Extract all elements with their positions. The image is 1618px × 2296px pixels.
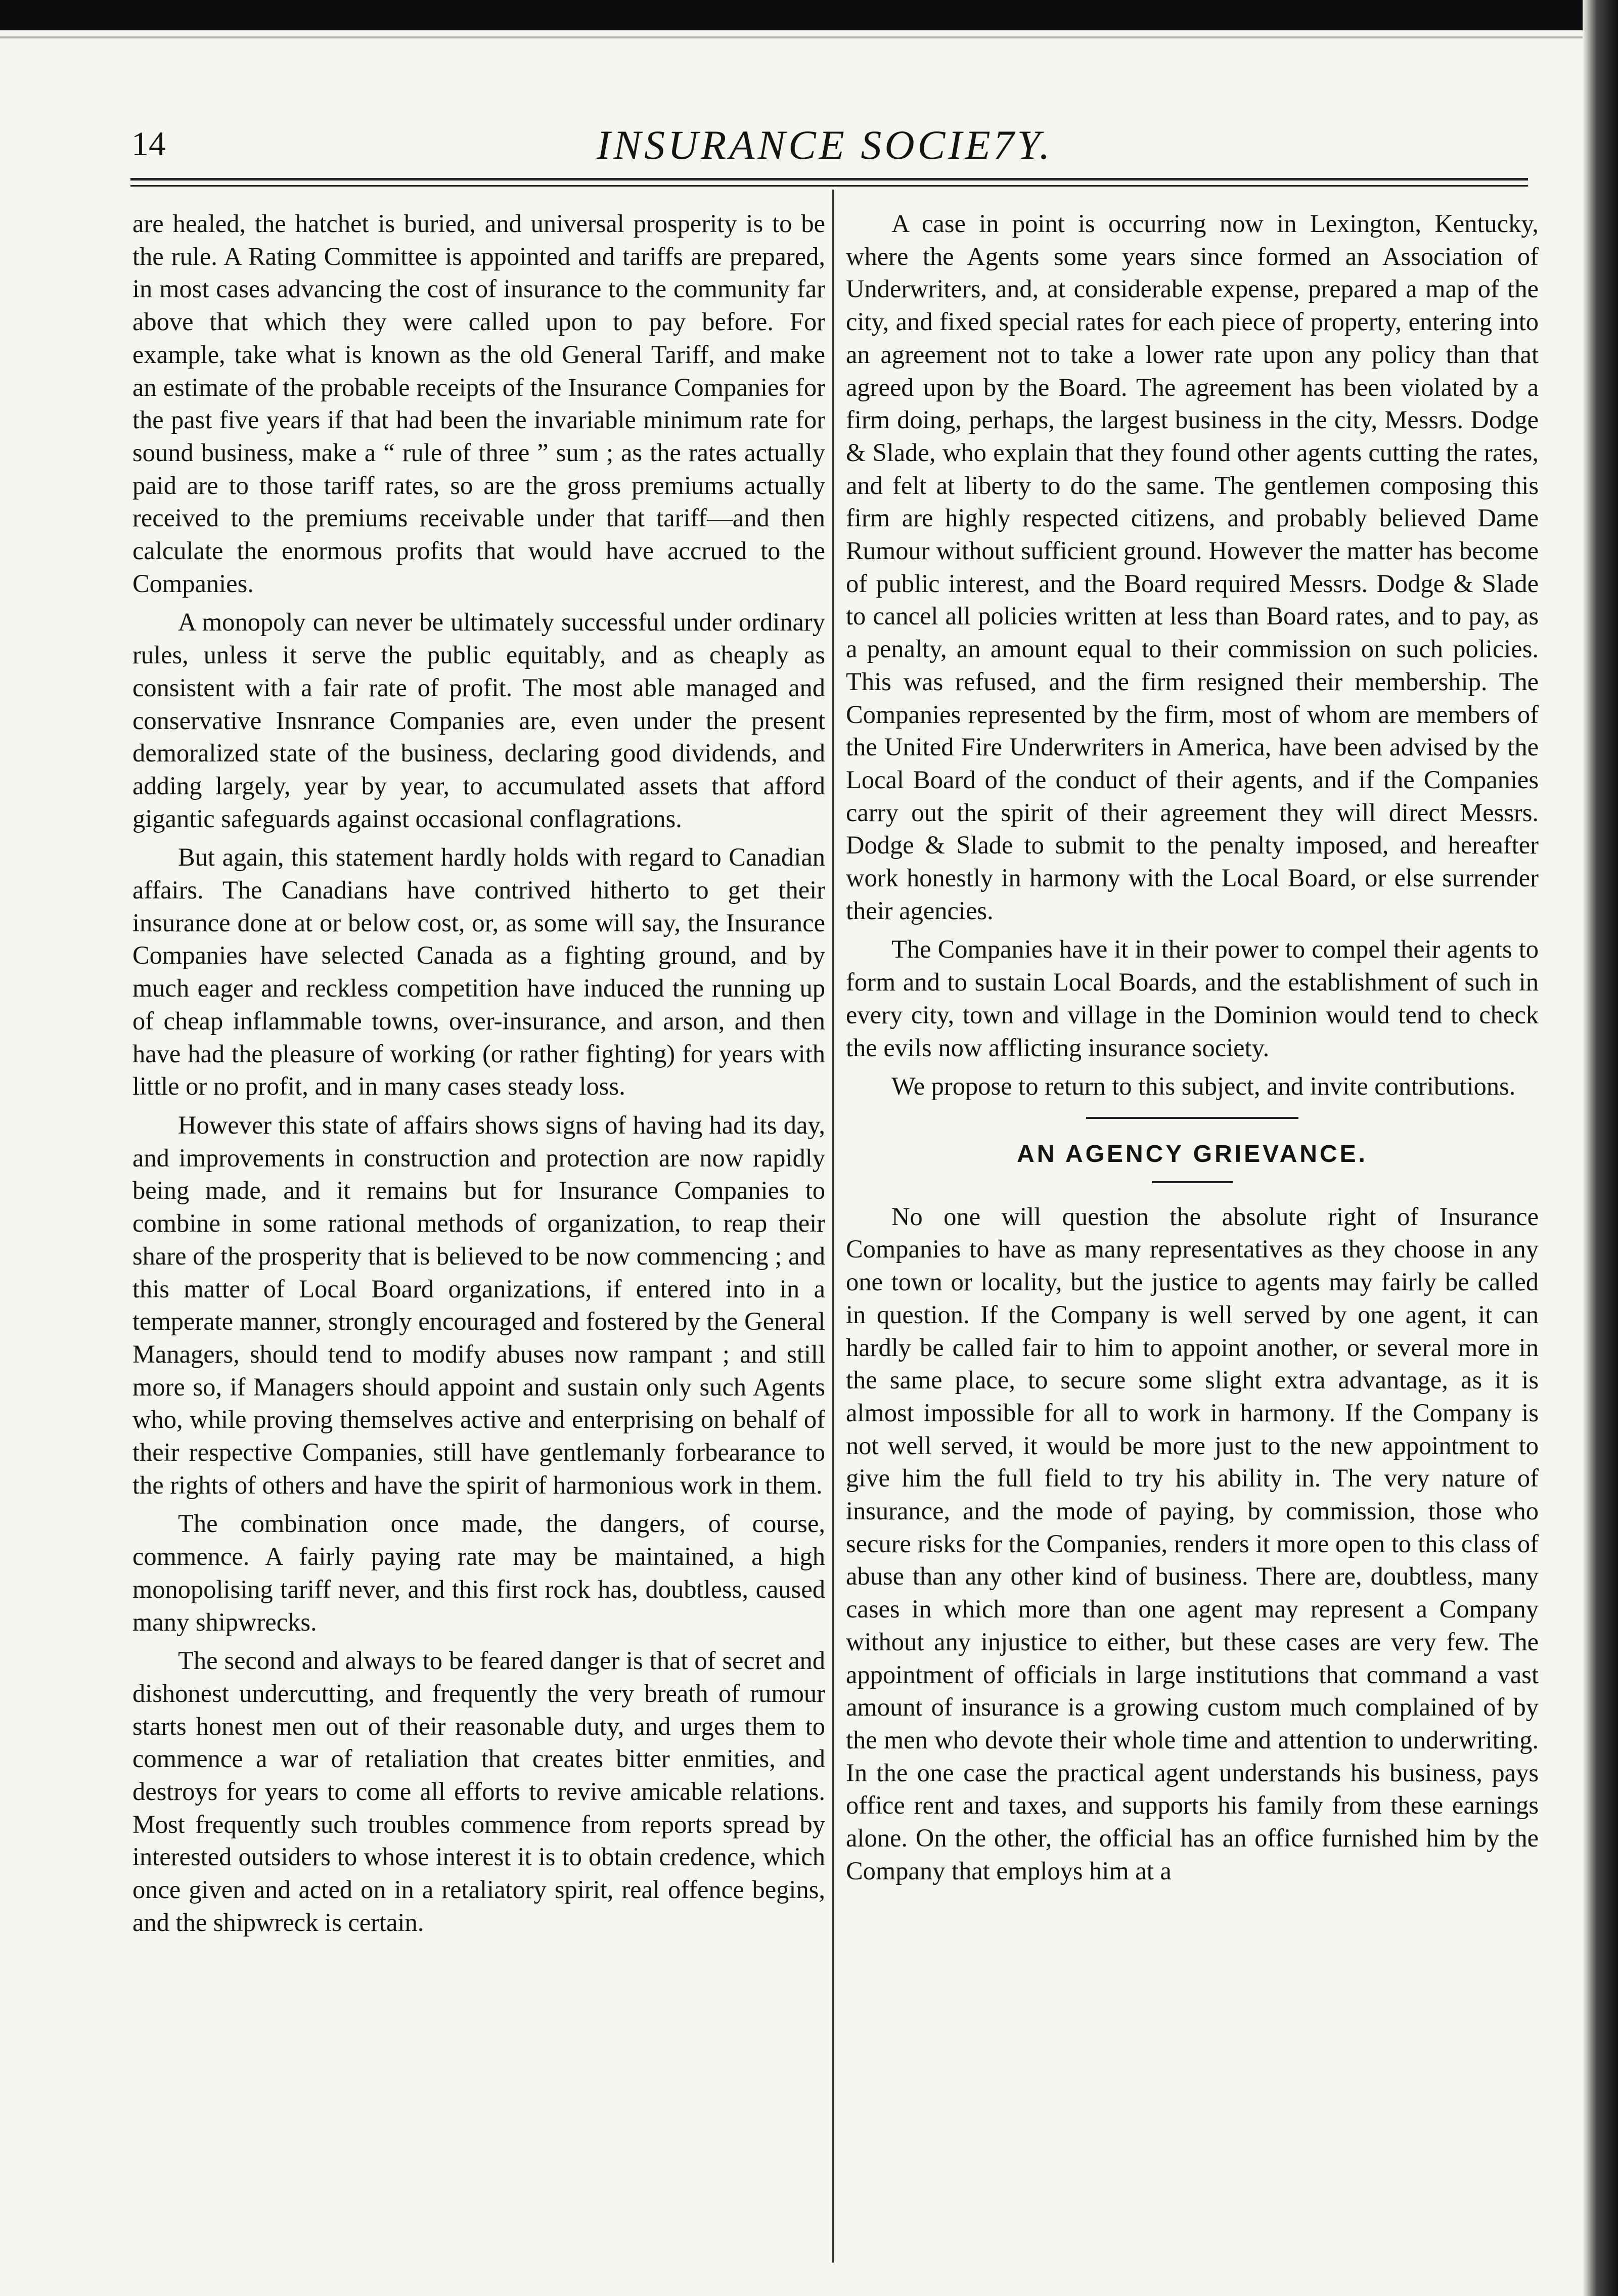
right-column	[846, 207, 1539, 1893]
paragraph: However this state of affairs shows signs of having had its day, and improvements in construction and protection are now rapidly being made, and it remains but for Insurance Companies to combine in some rational methods of organization, to reap their share of the prosperity that is believed to be now commencing ; and this matter of Local Board organizations, if entered into in a temperate manner, strongly encouraged and fostered by the General Managers, should tend to modify abuses now rampant ; and still more so, if Managers should appoint and sustain only such Agents who, while proving themselves active and enterprising on behalf of their respective Companies, still have gentlemanly forbearance to the rights of others and have the spirit of harmonious work in them.	[132, 1110, 825, 1499]
section-divider	[1086, 1117, 1298, 1119]
paragraph: The second and always to be feared danger is that of secret and dishonest undercutting, and frequently the very breath of rumour starts honest men out of their reasonable duty, and urges them to commence a war of retaliation that creates bitter enmities, and destroys for years to come all efforts to revive amicable relations. Most frequently such troubles commence from reports spread by interested outsiders to whose interest it is to obtain credence, which once given and acted on in a retaliatory spirit, real offence begins, and the shipwreck is certain.	[132, 1646, 825, 1937]
paragraph: The Companies have it in their power to compel their agents to form and to sustain Local Boards, and the establishment of such in every city, town and village in the Dominion would tend to check the evils now afflicting insurance society.	[846, 935, 1539, 1062]
paragraph: But again, this statement hardly holds with regard to Canadian affairs. The Canadians have contrived hitherto to get their insurance done at or below cost, or, as some will say, the Insurance Companies have selected Canada as a fighting ground, and by much eager and reckless competition have induced the running up of cheap inflammable towns, over-insurance, and arson, and then have had the pleasure of working (or rather fighting) for years with little or no profit, and in many cases steady loss.	[132, 843, 825, 1101]
scan-top-border	[0, 0, 1618, 30]
paragraph: A monopoly can never be ultimately successful under ordinary rules, unless it serve the public equitably, and as cheaply as consistent with a fair rate of profit. The most able managed and conservative Insnrance Companies are, even under the present demoralized state of the business, declaring good dividends, and adding largely, year by year, to accumulated assets that afford gigantic safeguards against occasional conflagrations.	[132, 608, 825, 833]
header-rule-thin	[130, 185, 1528, 187]
running-title: INSURANCE SOCIE7Y.	[597, 122, 1053, 168]
scan-right-edge	[1583, 0, 1618, 2296]
paragraph: are healed, the hatchet is buried, and universal prosperity is to be the rule. A Rating Committee is appointed and tariffs are prepared, in most cases advancing the cost of insurance to the community far above that which they were called upon to pay before. For example, take what is known as the old General Tariff, and make an estimate of the probable receipts of the Insurance Companies for the past five years if that had been the invariable minimum rate for sound business, make a “ rule of three ” sum ; as the rates actually paid are to those tariff rates, so are the gross premiums actually received to the premiums receivable under that tariff—and then calculate the enormous profits that would have accrued to the Companies.	[132, 209, 825, 598]
left-column	[132, 207, 825, 1945]
section-heading-rule	[1152, 1181, 1233, 1183]
page-number: 14	[131, 124, 166, 163]
paragraph: We propose to return to this subject, and invite contributions.	[891, 1072, 1516, 1101]
paragraph: No one will question the absolute right of Insurance Companies to have as many representatives as they choose in any one town or locality, but the justice to agents may fairly be called in question. If the Company is well served by one agent, it can hardly be called fair to him to appoint another, or several more in the same place, to secure some slight extra advantage, as it is almost impossible for all to work in harmony. If the Company is not well served, it would be more just to the new appointment to give him the full field to try his ability in. The very nature of insurance, and the mode of paying, by commission, those who secure risks for the Companies, renders it more open to this class of abuse than any other kind of business. There are, doubtless, many cases in which more than one agent may represent a Company without any injustice to either, but these cases are very few. The appointment of officials in large institutions that command a vast amount of insurance is a growing custom much complained of by the men who devote their whole time and attention to underwriting. In the one case the practical agent understands his business, pays office rent and taxes, and supports his family from these earnings alone. On the other, the official has an office furnished him by the Company that employs him at a	[846, 1202, 1539, 1885]
paragraph: A case in point is occurring now in Lexington, Kentucky, where the Agents some years since formed an Association of Underwriters, and, at considerable expense, prepared a map of the city, and fixed special rates for each piece of property, entering into an agreement not to take a lower rate upon any policy than that agreed upon by the Board. The agreement has been violated by a firm doing, perhaps, the largest business in the city, Messrs. Dodge & Slade, who explain that they found other agents cutting the rates, and felt at liberty to do the same. The gentlemen composing this firm are highly respected citizens, and probably believed Dame Rumour without sufficient ground. However the matter has become of public interest, and the Board required Messrs. Dodge & Slade to cancel all policies written at less than Board rates, and to pay, as a penalty, an amount equal to their commission on such policies. This was refused, and the firm resigned their membership. The Companies represented by the firm, most of whom are members of the United Fire Underwriters in America, have been advised by the Local Board of the conduct of their agents, and if the Companies carry out the spirit of their agreement they will direct Messrs. Dodge & Slade to submit to the penalty imposed, and hereafter work honestly in harmony with the Local Board, or else surrender their agencies.	[846, 209, 1539, 925]
column-divider	[832, 190, 834, 2263]
paragraph: The combination once made, the dangers, of course, commence. A fairly paying rate may be maintained, a high monopolising tariff never, and this first rock has, doubtless, caused many shipwrecks.	[132, 1509, 825, 1636]
header-rule	[130, 178, 1528, 181]
scan-top-rule	[0, 36, 1618, 38]
section-heading: AN AGENCY GRIEVANCE.	[1017, 1140, 1368, 1167]
